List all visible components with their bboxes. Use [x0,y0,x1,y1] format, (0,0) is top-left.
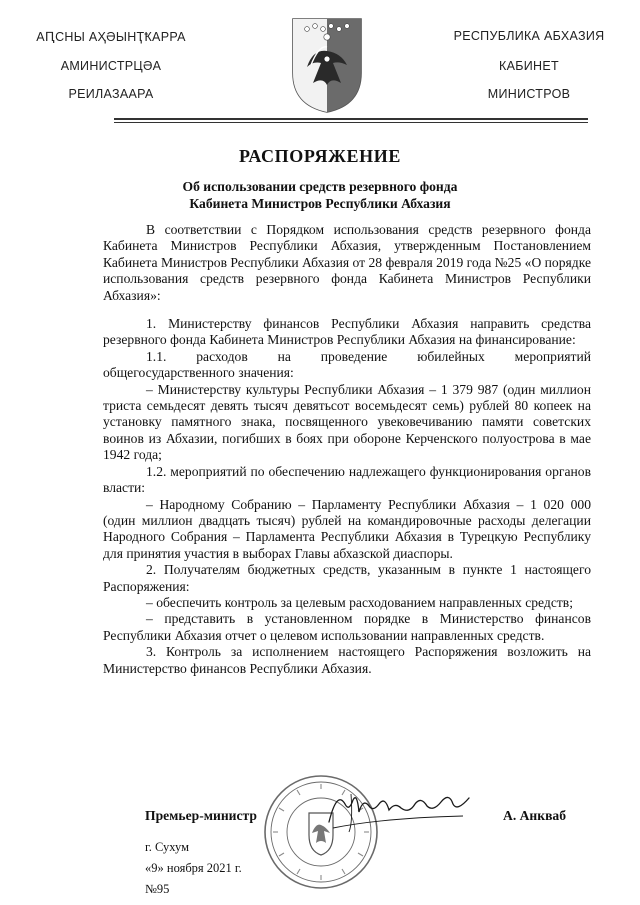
paragraph-item-1-2-parliament: – Народному Собранию – Парламенту Республики Абхазия – 1 020 000 (один миллион двадцать тысяч) рублей на командировочные расходы делегации Народного Собрания – Парламента Республики Абхазия в Турецкую Республику для принятия участия в выборах Главы абхазской диаспоры. [103,496,591,561]
paragraph-preamble: В соответствии с Порядком использования средств резервного фонда Кабинета Министров Республики Абхазия, утвержденным Постановлением Кабинета Министров Республики Абхазия от 28 февраля 2019 года №25 «О порядке использования средств резервного фонда Кабинета Министров Республики Абхазия»: [103,222,591,303]
header-right-line-3: МИНИСТРОВ [487,87,571,101]
paragraph-item-1-1-culture: – Министерству культуры Республики Абхазия – 1 379 987 (один миллион триста семьдесят девять тысяч девятьсот восемьдесят семь) рублей 80 копеек на установку памятного знака, посвященного увековечиванию памяти советских воинов из Абхазии, погибших в боях при обороне Керченского полуострова в мае 1942 года; [103,381,591,463]
header-rule-thick [114,118,588,120]
paragraph-item-2-report: – представить в установленном порядке в Министерство финансов Республики Абхазия отчет о целевом использовании направленных средств. [103,611,591,643]
header-left-line-1: АԤСНЫ АҲӘЫНҬҞАРРА [36,30,186,44]
document-title: РАСПОРЯЖЕНИЕ [239,146,401,166]
handwritten-signature-icon [323,782,473,840]
state-emblem-icon [289,15,365,115]
signatory-name: А. Анкваб [503,808,567,823]
paragraph-item-1: 1. Министерству финансов Республики Абхазия направить средства резервного фонда Кабинета Министров Республики Абхазия на финансирование: [103,316,591,348]
paragraph-item-1-2: 1.2. мероприятий по обеспечению надлежащего функционирования органов власти: [103,463,591,496]
header-left-line-3: РЕИЛАЗААРА [68,87,154,101]
document-number: №95 [145,882,170,896]
document-subtitle-line-1: Об использовании средств резервного фонда [182,179,458,194]
header-right-line-2: КАБИНЕТ [499,59,559,73]
paragraph-item-2-control: – обеспечить контроль за целевым расходованием направленных средств; [146,594,574,610]
document-subtitle-line-2: Кабинета Министров Республики Абхазия [189,196,451,211]
issue-city: г. Сухум [145,840,190,854]
paragraph-item-3: 3. Контроль за исполнением настоящего Распоряжения возложить на Министерство финансов Республики Абхазия. [103,644,591,676]
signatory-title: Премьер-министр [145,808,257,823]
paragraph-item-1-1: 1.1. расходов на проведение юбилейных мероприятий общегосударственного значения: [103,348,591,381]
paragraph-item-2: 2. Получателям бюджетных средств, указанным в пункте 1 настоящего Распоряжения: [103,562,591,594]
issue-date: «9» ноября 2021 г. [145,861,242,875]
header-rule-thin [114,122,588,123]
header-left-line-2: АМИНИСТРЦӘА [60,59,162,73]
header-right-line-1: РЕСПУБЛИКА АБХАЗИЯ [453,29,605,43]
document-body [103,222,591,677]
